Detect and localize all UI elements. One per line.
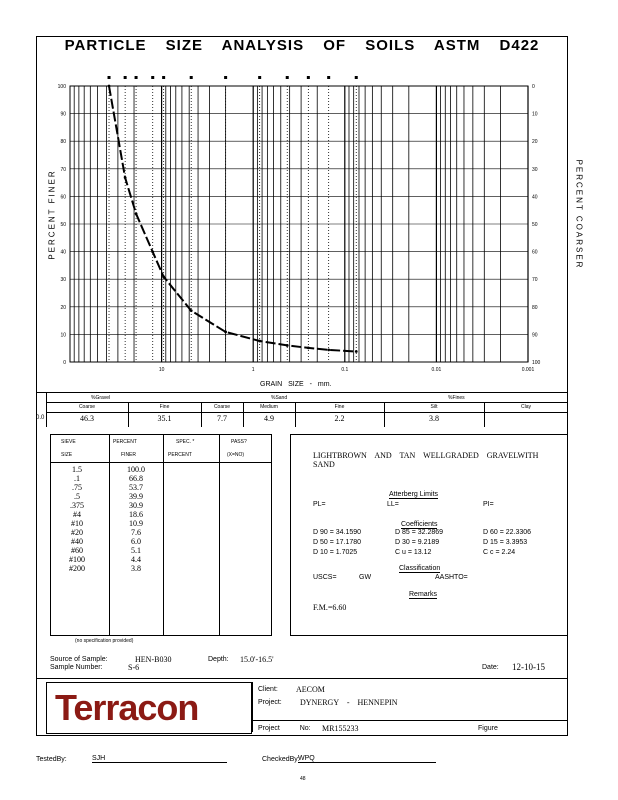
percent-finer: 3.8	[131, 564, 141, 573]
y-left-tick: 0	[63, 360, 66, 366]
fineness-modulus: F.M.=6.60	[313, 603, 347, 612]
ll: LL=	[387, 501, 399, 508]
data-point	[224, 331, 227, 334]
data-point	[108, 85, 111, 88]
d60: D 60 = 22.3306	[483, 529, 532, 536]
date-label: Date:	[482, 664, 499, 671]
col-percent: PERCENT	[113, 439, 137, 445]
figure-label: Figure	[478, 725, 498, 732]
y-right-tick: 30	[532, 166, 538, 173]
project-no-label: Project No:	[258, 725, 311, 732]
percent-finer: 53.7	[129, 483, 143, 492]
data-point	[190, 309, 193, 312]
page-number: 48	[300, 776, 306, 782]
y-left-tick: 40	[60, 249, 66, 256]
percent-finer: 4.4	[131, 555, 141, 564]
group-gravel: %Gravel	[91, 395, 111, 401]
checked-by-label: CheckedBy:	[262, 756, 300, 763]
percent-finer: 66.8	[129, 474, 143, 483]
sample-number-label: Sample Number:	[50, 664, 103, 671]
spec-footnote: (no specification provided)	[75, 638, 134, 644]
y-left-tick: 30	[60, 277, 66, 284]
percent-finer: 100.0	[127, 465, 145, 474]
x-tick: 0.01	[431, 367, 442, 373]
sample-number-value: S-6	[128, 663, 140, 672]
sieve-tick	[151, 76, 154, 79]
terracon-logo: Terracon	[55, 687, 199, 728]
source-label: Source of Sample:	[50, 656, 108, 663]
sieve-tick	[162, 76, 165, 79]
pi: PI=	[483, 501, 494, 508]
d15: D 15 = 3.3953	[483, 539, 528, 546]
description-box	[290, 434, 568, 636]
data-point	[307, 347, 310, 350]
data-point	[135, 212, 138, 215]
y-left-tick: 90	[60, 111, 66, 118]
y-right-tick: 40	[532, 194, 538, 201]
classification-title: Classification	[399, 565, 441, 572]
y-left-tick: 70	[60, 166, 66, 173]
percent-finer: 6.0	[131, 537, 141, 546]
d85: D 85 = 32.2869	[395, 529, 444, 536]
y-right-tick: 20	[532, 139, 538, 146]
composition-value: 2.2	[334, 414, 345, 423]
sieve-tick	[224, 76, 227, 79]
y-left-label: PERCENT FINER	[47, 169, 57, 260]
atterberg-title: Atterberg Limits	[389, 491, 439, 498]
sieve-tick	[124, 76, 127, 79]
y-right-label: PERCENT COARSER	[574, 159, 584, 270]
composition-value: 7.7	[217, 414, 227, 423]
source-value: HEN-B030	[135, 655, 172, 664]
remarks-title: Remarks	[409, 591, 438, 598]
sieve-tick	[108, 76, 111, 79]
y-right-tick: 90	[532, 332, 538, 339]
cu: C u = 13.12	[395, 549, 432, 556]
col-sieve: SIEVE	[61, 439, 76, 445]
composition-value: 46.3	[80, 414, 94, 423]
project-value: DYNERGY - HENNEPIN	[300, 698, 398, 707]
d90: D 90 = 34.1590	[313, 529, 362, 536]
composition-header: Clay	[520, 404, 531, 410]
sieve-tick	[355, 76, 358, 79]
project-no-value: MR155233	[322, 724, 359, 733]
uscs-label: USCS=	[313, 574, 337, 581]
y-right-tick: 80	[532, 304, 538, 311]
gradation-points	[108, 85, 358, 353]
d50: D 50 = 17.1780	[313, 539, 362, 546]
aashto: AASHTO=	[435, 574, 468, 581]
data-point	[258, 340, 261, 343]
sieve-size: 1.5	[72, 465, 82, 474]
uscs-value: GW	[359, 574, 372, 581]
tested-by-label: TestedBy:	[36, 756, 67, 763]
data-point	[151, 250, 154, 253]
y-right-tick: 60	[532, 249, 538, 256]
gradation-curve	[109, 86, 356, 352]
y-left-tick: 20	[60, 304, 66, 311]
composition-header: Medium	[260, 404, 278, 410]
composition-header: Coarse	[78, 404, 96, 410]
sieve-tick	[190, 76, 193, 79]
percent-finer: 5.1	[131, 546, 141, 555]
y-left-tick: 60	[60, 194, 66, 201]
chart-ticks	[58, 84, 541, 373]
composition-table	[36, 392, 568, 427]
percent-finer: 30.9	[129, 501, 143, 510]
sieve-size: .5	[74, 492, 80, 501]
sieve-size: .75	[72, 483, 82, 492]
sieve-tick	[327, 76, 330, 79]
group-fines: %Fines	[448, 395, 465, 401]
cc: C c = 2.24	[483, 549, 516, 556]
sieve-size: .375	[70, 501, 84, 510]
tested-by-value: SJH	[92, 755, 227, 763]
grain-size-chart	[36, 60, 568, 395]
data-point	[355, 350, 358, 353]
y-right-tick: 0	[532, 84, 535, 90]
sub-percent: PERCENT	[168, 452, 192, 458]
composition-header: Fine	[334, 404, 345, 410]
sub-size: SIZE	[61, 452, 73, 458]
sieve-tick	[286, 76, 289, 79]
percent-finer: 10.9	[129, 519, 143, 528]
pl: PL=	[313, 501, 326, 508]
y-left-tick: 100	[57, 84, 66, 90]
composition-header: Coarse	[213, 404, 231, 410]
composition-value: 35.1	[157, 414, 172, 423]
sieve-tick	[258, 76, 261, 79]
checked-by-value: WPQ	[298, 755, 436, 763]
client-value: AECOM	[296, 685, 325, 694]
sieve-size: #40	[71, 537, 83, 546]
y-right-tick: 70	[532, 277, 538, 284]
depth-label: Depth:	[208, 656, 229, 663]
d30: D 30 = 9.2189	[395, 539, 440, 546]
sieve-size: #10	[71, 519, 83, 528]
coefficients-title: Coefficients	[401, 521, 438, 528]
logo-box	[46, 682, 252, 734]
sieve-size: #200	[69, 564, 85, 573]
sieve-tick	[135, 76, 138, 79]
project-label: Project:	[258, 699, 282, 706]
sub-finer: FINER	[121, 452, 136, 458]
group-sand: %Sand	[271, 395, 288, 401]
sieve-size: #60	[71, 546, 83, 555]
col-pass: PASS?	[231, 439, 247, 445]
x-tick: 0.1	[341, 367, 349, 373]
sieve-size: .1	[74, 474, 80, 483]
composition-left-value: 0.0	[36, 415, 45, 421]
x-tick: 10	[158, 367, 165, 373]
y-left-tick: 80	[60, 139, 66, 146]
x-tick: 0.001	[521, 367, 535, 373]
sieve-size: #100	[69, 555, 85, 564]
y-right-tick: 100	[532, 360, 541, 366]
composition-header: Silt	[430, 404, 438, 410]
y-right-tick: 50	[532, 222, 538, 228]
percent-finer: 7.6	[131, 528, 141, 537]
data-point	[124, 176, 127, 179]
percent-finer: 39.9	[129, 492, 143, 501]
sieve-tick	[307, 76, 310, 79]
composition-value: 3.8	[429, 414, 439, 423]
sieve-size: #20	[71, 528, 83, 537]
data-point	[162, 275, 165, 278]
sub-xno: (X=NO)	[227, 452, 245, 458]
material-description: LIGHTBROWN AND TAN WELLGRADED GRAVELWITH SAND	[313, 451, 539, 469]
x-tick: 1	[251, 367, 255, 373]
depth-value: 15.0'-16.5'	[240, 655, 274, 664]
y-left-tick: 10	[60, 332, 66, 339]
y-left-tick: 50	[60, 222, 66, 228]
sieve-size: #4	[73, 510, 81, 519]
report-title: PARTICLE SIZE ANALYSIS OF SOILS ASTM D422	[64, 37, 540, 54]
d10: D 10 = 1.7025	[313, 549, 358, 556]
sieve-table	[50, 434, 272, 636]
data-point	[327, 348, 330, 351]
x-axis-label: GRAIN SIZE - mm.	[260, 381, 332, 388]
data-point	[286, 344, 289, 347]
composition-header: Fine	[159, 404, 170, 410]
y-right-tick: 10	[532, 111, 538, 118]
percent-finer: 18.6	[129, 510, 143, 519]
col-spec: SPEC. *	[176, 439, 195, 445]
composition-value: 4.9	[264, 414, 274, 423]
date-value: 12-10-15	[512, 662, 545, 672]
client-label: Client:	[258, 686, 278, 693]
